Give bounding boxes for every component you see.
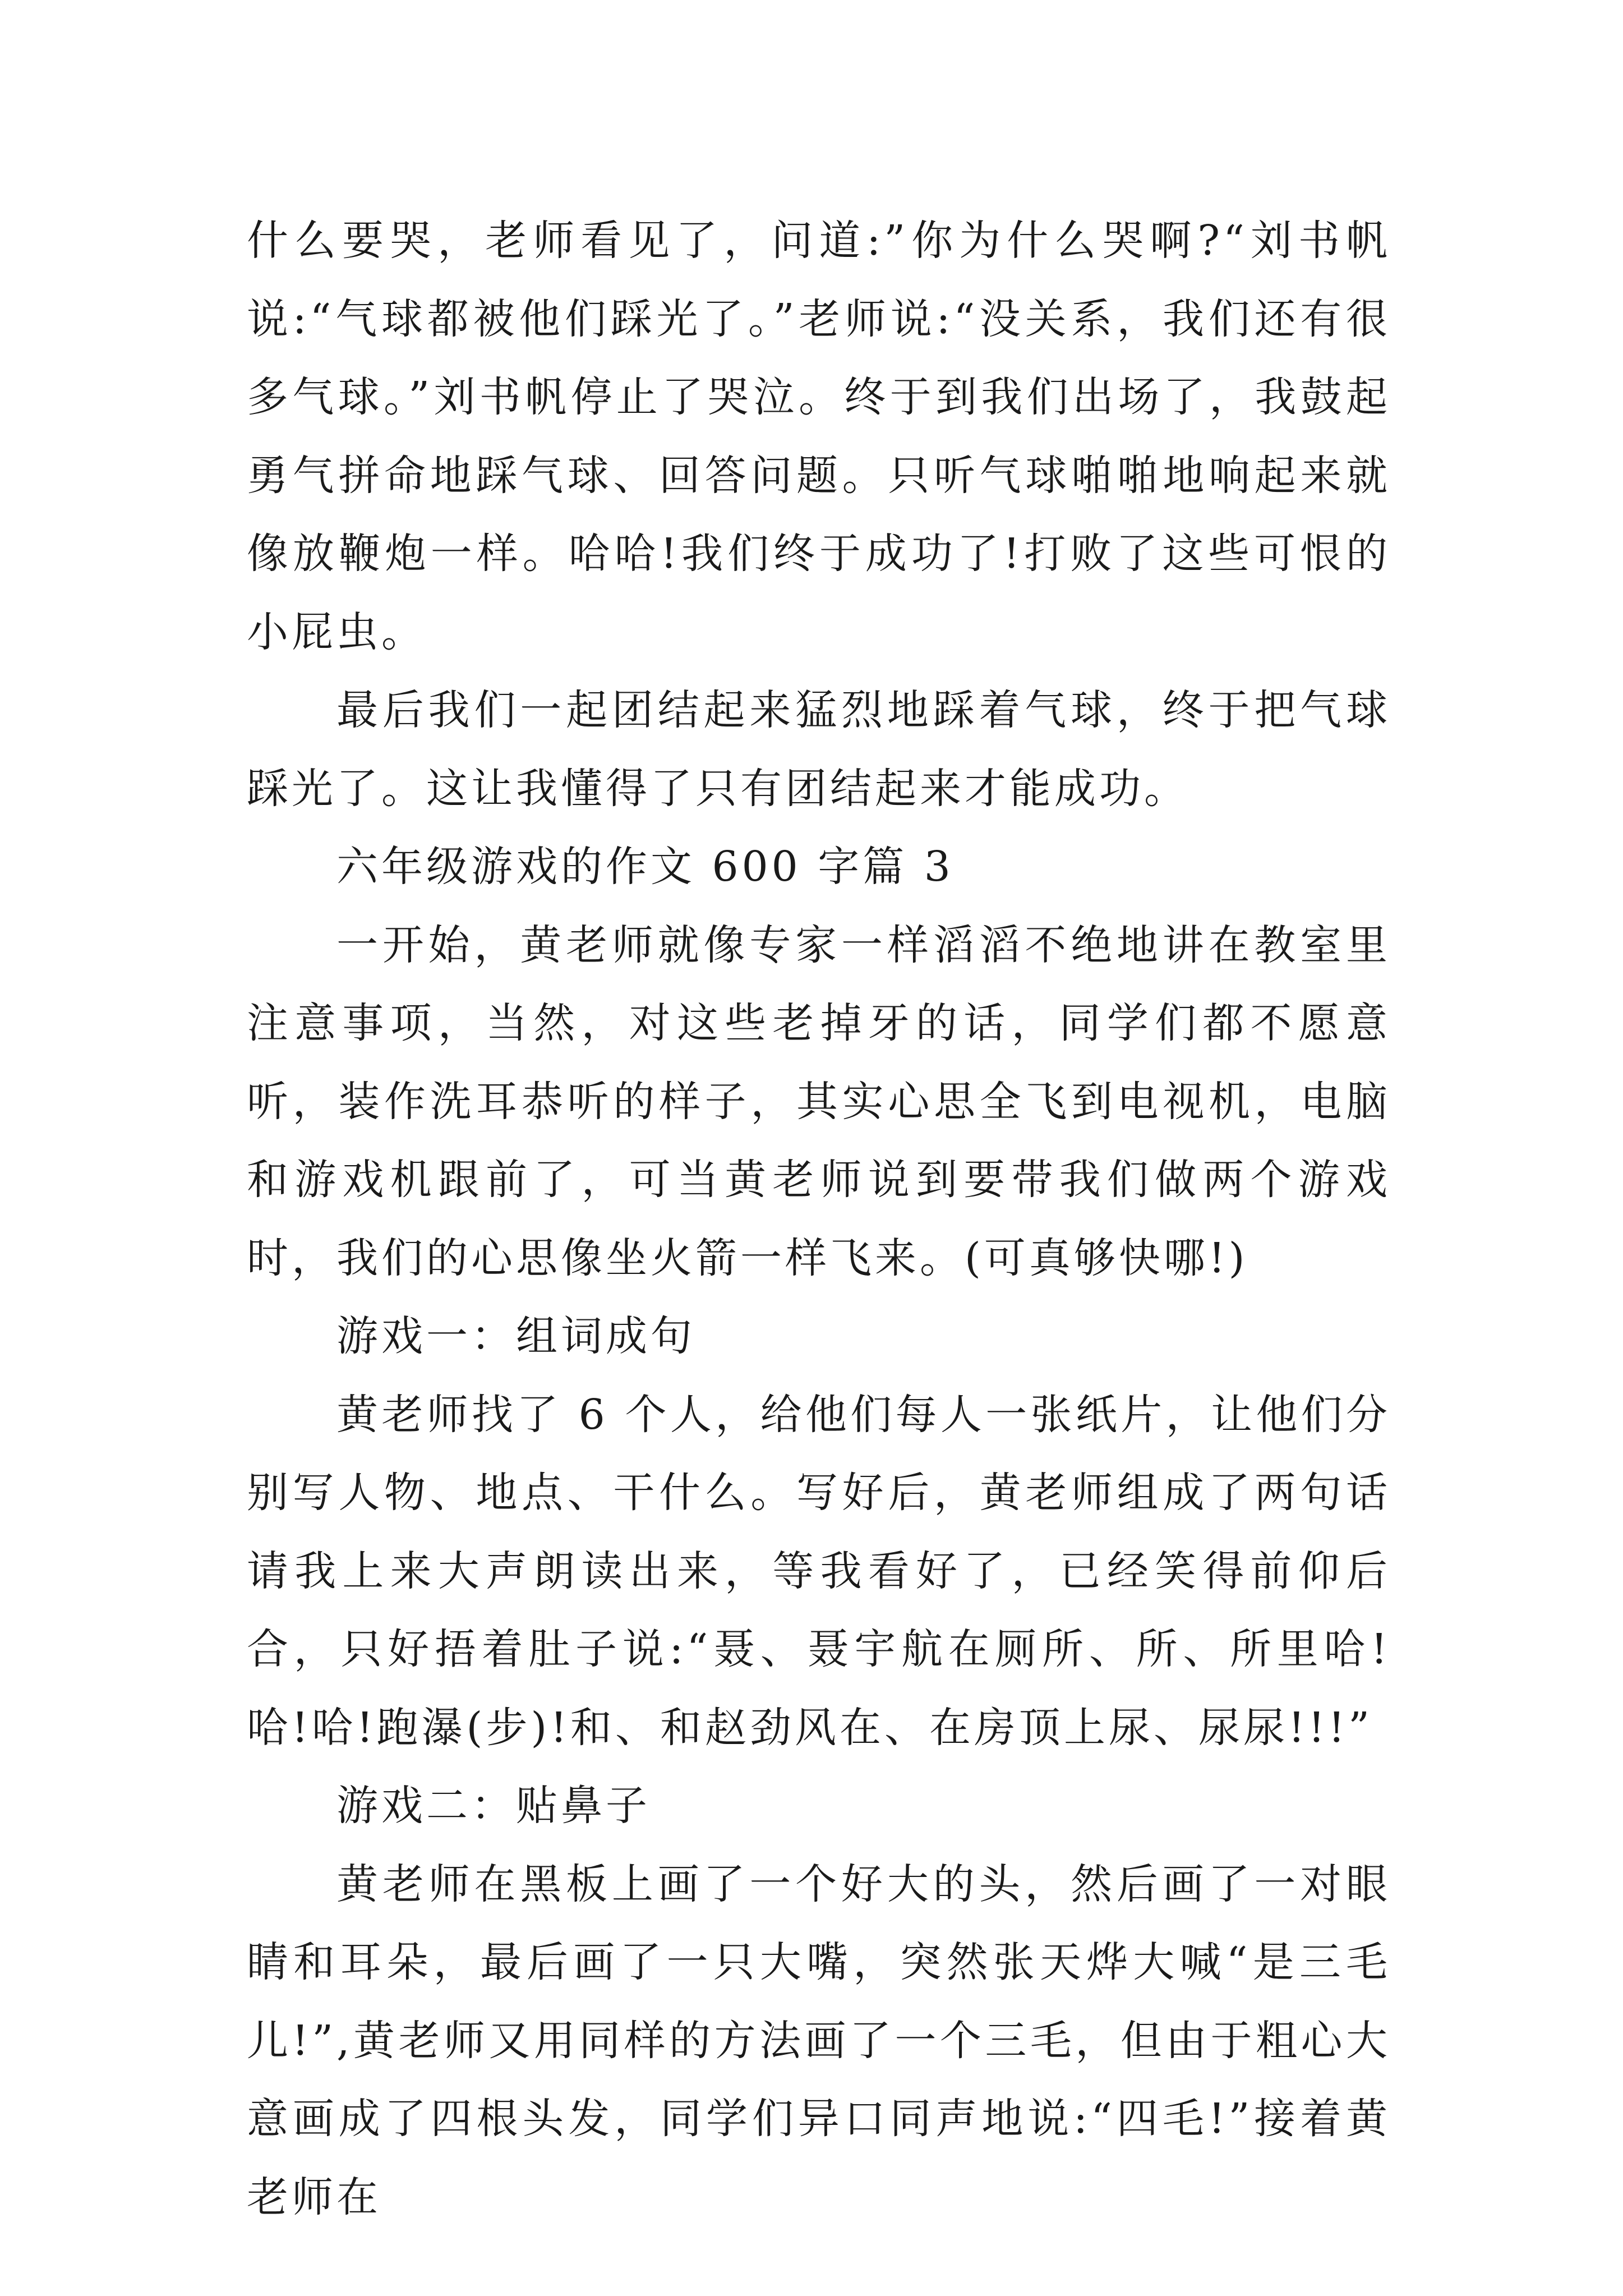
subheading-game-one: 游戏一：组词成句 — [336, 1312, 695, 1360]
paragraph-continuation: 什么要哭，老师看见了，问道:”你为什么哭啊?“刘书帆说:“气球都被他们踩光了。”老师说:“没关系，我们还有很多气球。”刘书帆停止了哭泣。终于到我们出场了，我鼓起勇气拼命地踩气球、回答问题。只听气球啪啪地响起来就像放鞭炮一样。哈哈!我们终于成功了!打败了这些可恨的小屁虫。 — [247, 217, 1391, 656]
paragraph-intro: 一开始，黄老师就像专家一样滔滔不绝地讲在教室里注意事项，当然，对这些老掉牙的话，同学们都不愿意听，装作洗耳恭听的样子，其实心思全飞到电视机，电脑和游戏机跟前了，可当黄老师说到要带我们做两个游戏时，我们的心思像坐火箭一样飞来。(可真够快哪!) — [247, 921, 1391, 1282]
paragraph-game-one: 黄老师找了 6 个人，给他们每人一张纸片，让他们分别写人物、地点、干什么。写好后，黄老师组成了两句话请我上来大声朗读出来，等我看好了，已经笑得前仰后合，只好捂着肚子说:“聂、聂宇航在厕所、所、所里哈!哈!哈!跑瀑(步)!和、和赵劲风在、在房顶上尿、尿尿!!!” — [247, 1390, 1391, 1752]
document-body — [247, 202, 1391, 2237]
paragraph-conclusion: 最后我们一起团结起来猛烈地踩着气球，终于把气球踩光了。这让我懂得了只有团结起来才能成功。 — [247, 686, 1391, 813]
subheading-game-two: 游戏二：贴鼻子 — [336, 1782, 651, 1830]
paragraph-game-two: 黄老师在黑板上画了一个好大的头，然后画了一对眼睛和耳朵，最后画了一只大嘴，突然张天烨大喊“是三毛儿!”,黄老师又用同样的方法画了一个三毛，但由于粗心大意画成了四根头发，同学们异口同声地说:“四毛!”接着黄老师在 — [247, 1860, 1391, 2221]
section-heading-essay-3: 六年级游戏的作文 600 字篇 3 — [336, 843, 954, 891]
